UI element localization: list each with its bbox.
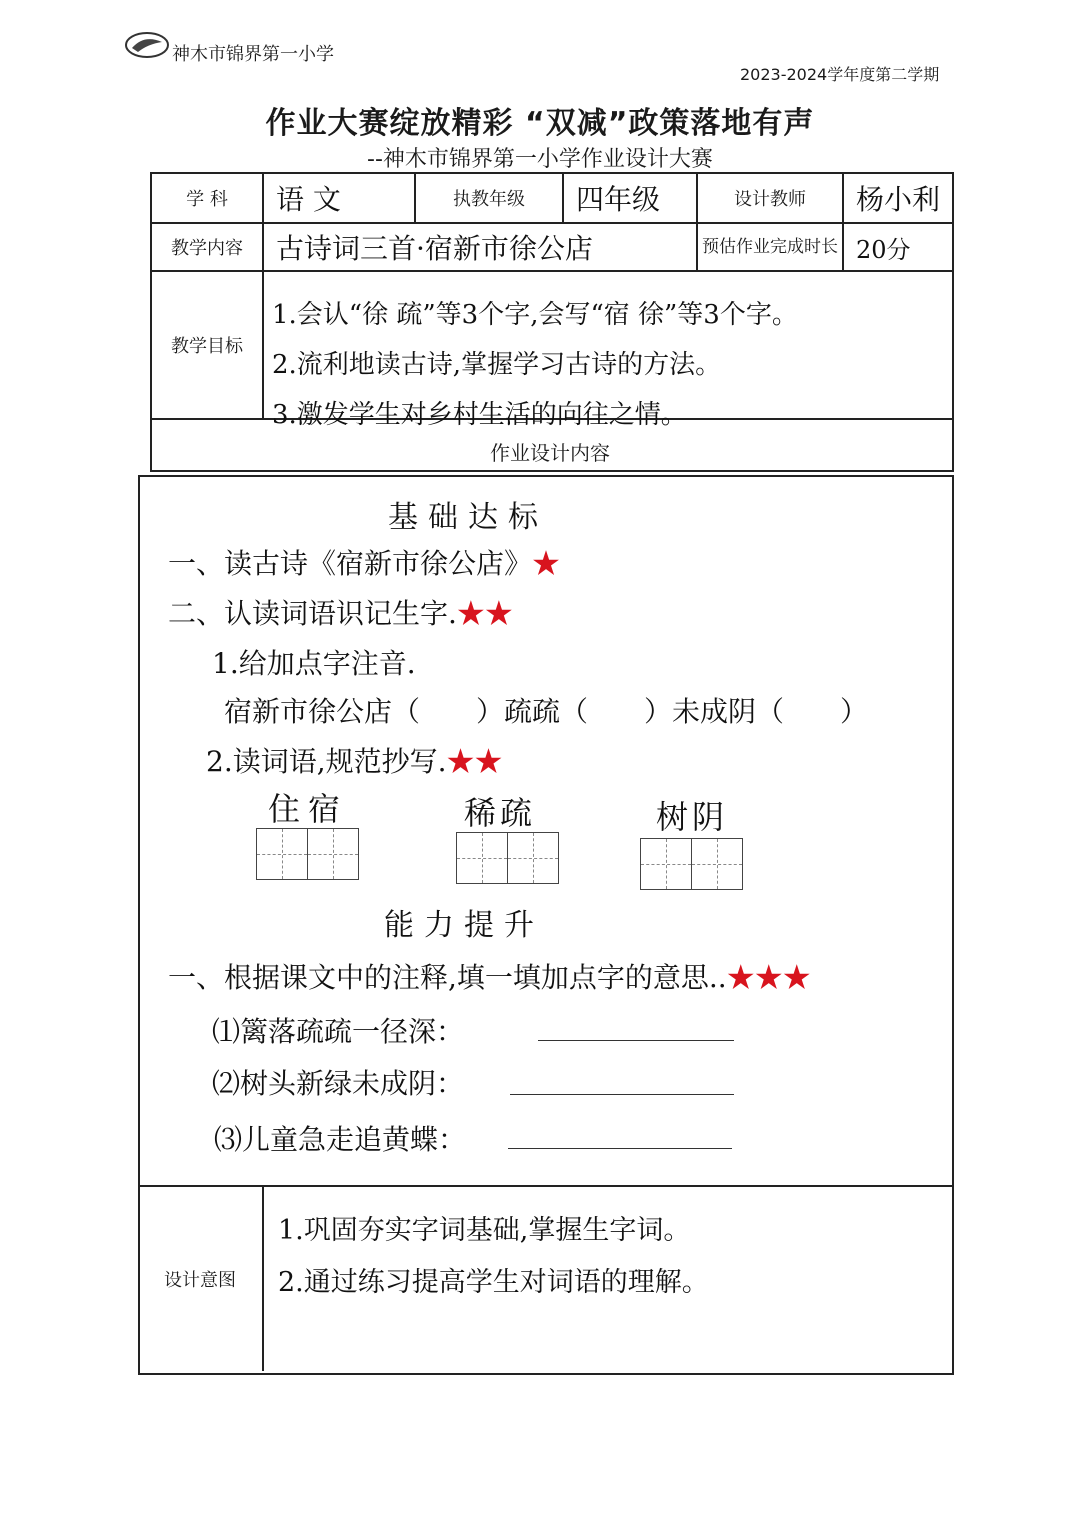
design-heading: 作业设计内容	[490, 441, 610, 465]
star-icon: ★★	[446, 745, 503, 778]
grade-value: 四年级	[563, 173, 697, 223]
school-logo	[124, 30, 170, 60]
copy-word-3: 树阴	[656, 798, 729, 836]
question-2	[168, 592, 513, 632]
page-subtitle: --神木市锦界第一小学作业设计大赛	[367, 147, 713, 172]
copy-word-2: 稀疏	[464, 794, 537, 832]
intent-divider	[138, 1185, 952, 1187]
subject-value: 语 文	[263, 173, 415, 223]
school-name: 神木市锦界第一小学	[172, 44, 334, 65]
question-2-text: 二、认读词语识记生字.	[168, 597, 457, 630]
goal-item: 2.流利地读古诗,掌握学习古诗的方法。	[272, 350, 722, 380]
question-3	[168, 956, 811, 996]
content-value: 古诗词三首·宿新市徐公店	[263, 223, 697, 271]
time-label: 预估作业完成时长	[697, 223, 843, 271]
star-icon: ★★	[456, 597, 513, 630]
intent-column-divider	[262, 1186, 264, 1371]
question-1	[168, 542, 560, 582]
question-2-1: 1.给加点字注音.	[212, 647, 416, 680]
writing-grid[interactable]	[256, 828, 359, 880]
pinyin-line: 宿新市徐公店（ ）疏疏（ ）未成阴（ ）	[224, 695, 869, 728]
answer-blank[interactable]	[508, 1148, 732, 1149]
goal-item: 1.会认“徐 疏”等3个字,会写“宿 徐”等3个字。	[272, 300, 798, 330]
question-2-2	[206, 740, 503, 780]
intent-label: 设计意图	[164, 1270, 236, 1291]
answer-blank[interactable]	[538, 1040, 734, 1041]
term-label: 2023-2024学年度第二学期	[740, 65, 940, 84]
goals-label: 教学目标	[151, 271, 263, 419]
intent-item: 1.巩固夯实字词基础,掌握生字词。	[278, 1215, 691, 1246]
basic-section-title: 基础达标	[388, 500, 548, 535]
question-1-text: 一、读古诗《宿新市徐公店》	[168, 547, 533, 580]
writing-grid[interactable]	[640, 838, 743, 890]
goals-list	[272, 290, 798, 440]
sub-question-1: ⑴篱落疏疏一径深：	[212, 1015, 465, 1048]
goal-item: 3.激发学生对乡村生活的向往之情。	[272, 400, 687, 430]
advance-section-title: 能力提升	[384, 908, 544, 943]
star-icon: ★	[532, 547, 561, 580]
sub-question-2: ⑵树头新绿未成阴：	[212, 1067, 465, 1100]
star-icon: ★★★	[726, 961, 811, 994]
answer-blank[interactable]	[510, 1094, 734, 1095]
teacher-value: 杨小利	[843, 173, 953, 223]
subject-label: 学 科	[151, 173, 263, 223]
question-2-2-text: 2.读词语,规范抄写.	[206, 745, 447, 778]
intent-list	[278, 1205, 709, 1309]
page-title: 作业大赛绽放精彩 “双减”政策落地有声	[265, 106, 815, 141]
grade-label: 执教年级	[415, 173, 563, 223]
time-value: 20分	[843, 223, 953, 271]
writing-grid[interactable]	[456, 832, 559, 884]
intent-item: 2.通过练习提高学生对词语的理解。	[278, 1267, 709, 1298]
content-label: 教学内容	[151, 223, 263, 271]
copy-word-1: 住宿	[268, 790, 349, 828]
sub-question-3: ⑶儿童急走追黄蝶：	[214, 1123, 467, 1156]
teacher-label: 设计教师	[697, 173, 843, 223]
question-3-text: 一、根据课文中的注释,填一填加点字的意思..	[168, 961, 727, 994]
